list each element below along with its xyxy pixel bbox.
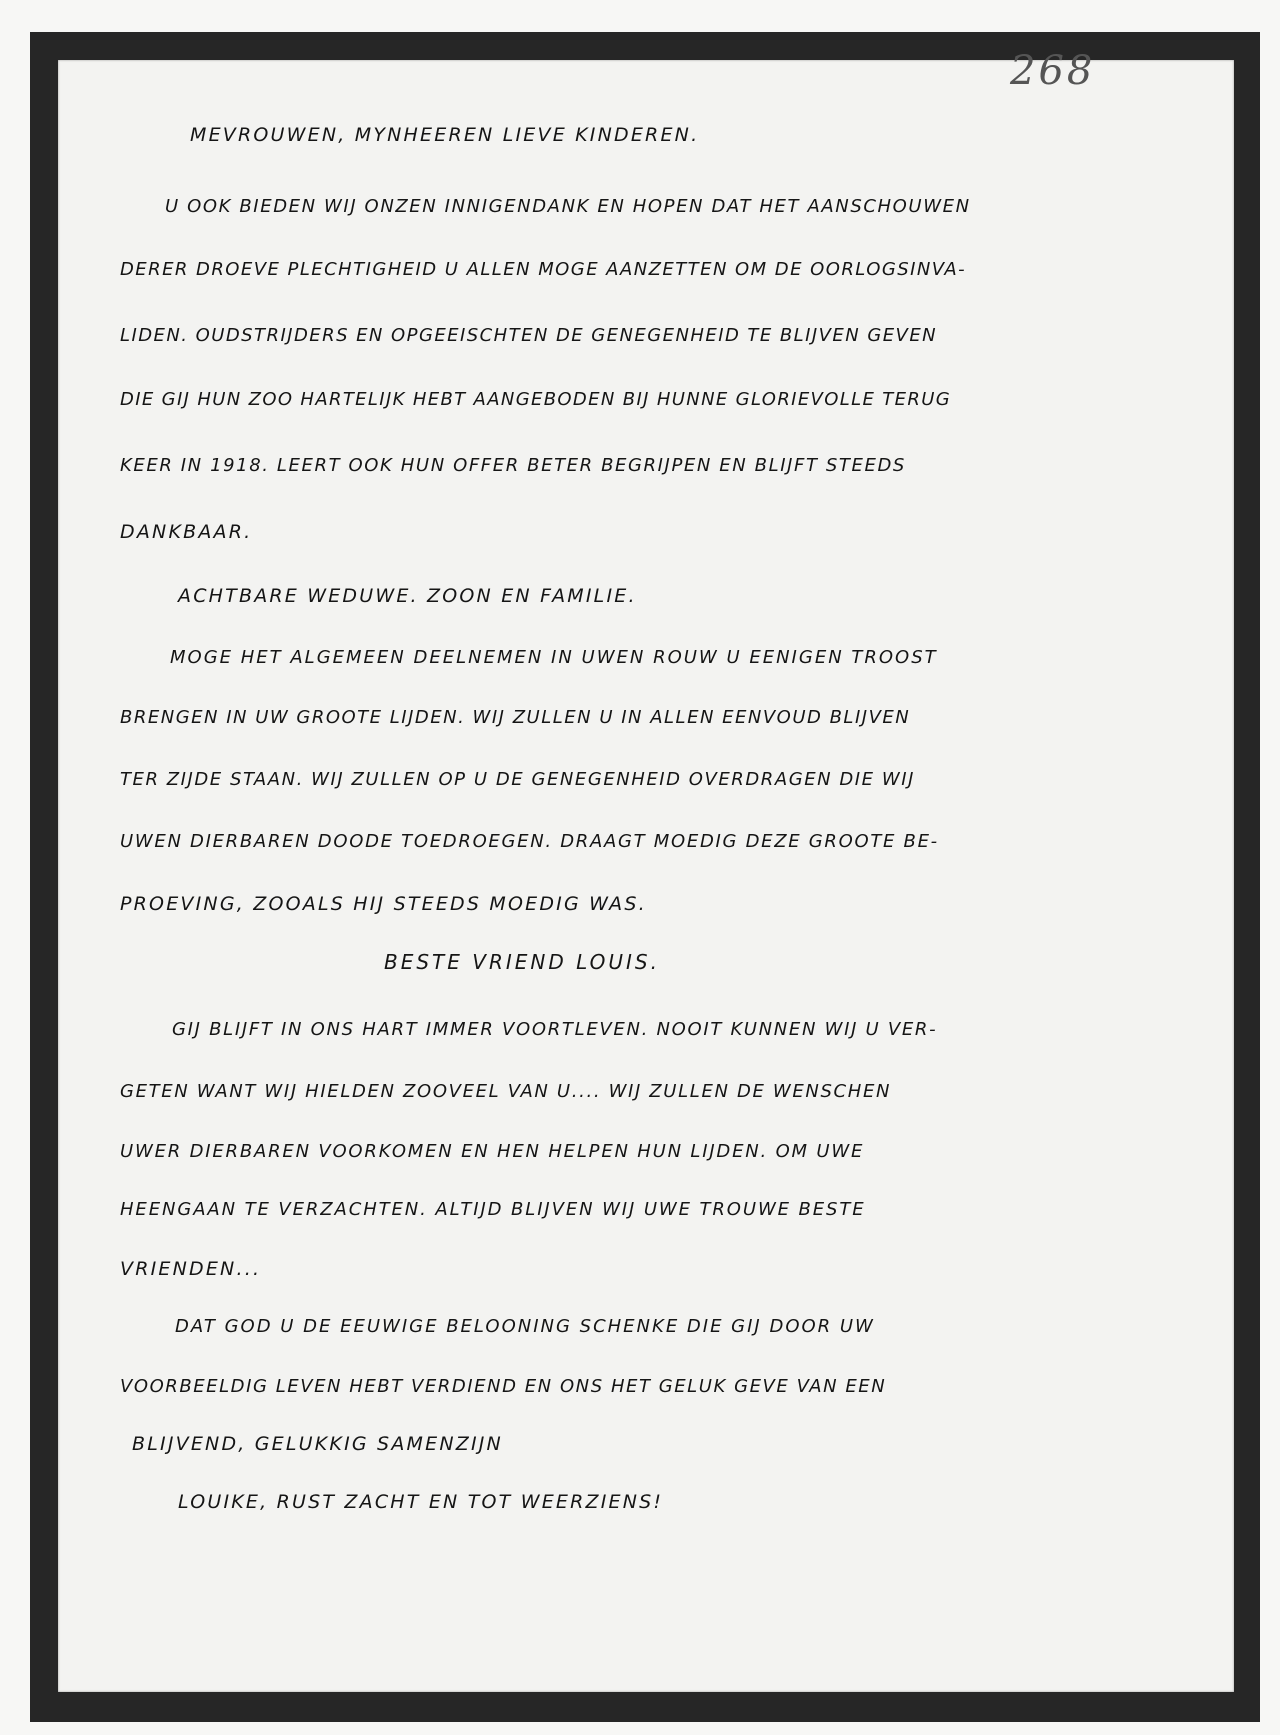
- text-line: KEER IN 1918. LEERT OOK HUN OFFER BETER BEGRIJPEN EN BLIJFT STEEDS: [120, 455, 906, 476]
- text-line: HEENGAAN TE VERZACHTEN. ALTIJD BLIJVEN WIJ UWE TROUWE BESTE: [120, 1199, 866, 1220]
- text-line: UWER DIERBAREN VOORKOMEN EN HEN HELPEN HUN LIJDEN. OM UWE: [120, 1141, 865, 1162]
- text-line: BLIJVEND, GELUKKIG SAMENZIJN: [132, 1433, 503, 1455]
- text-line: DERER DROEVE PLECHTIGHEID U ALLEN MOGE AANZETTEN OM DE OORLOGSINVA-: [120, 259, 967, 280]
- text-line: DAT GOD U DE EEUWIGE BELOONING SCHENKE DIE GIJ DOOR UW: [175, 1316, 875, 1337]
- text-line: MEVROUWEN, MYNHEEREN LIEVE KINDEREN.: [190, 124, 700, 146]
- text-line: VRIENDEN...: [120, 1258, 262, 1280]
- text-line: PROEVING, ZOOALS HIJ STEEDS MOEDIG WAS.: [120, 893, 647, 915]
- text-line: GIJ BLIJFT IN ONS HART IMMER VOORTLEVEN. NOOIT KUNNEN WIJ U VER-: [172, 1019, 938, 1040]
- text-line: BRENGEN IN UW GROOTE LIJDEN. WIJ ZULLEN U IN ALLEN EENVOUD BLIJVEN: [120, 707, 911, 728]
- text-line: LIDEN. OUDSTRIJDERS EN OPGEEISCHTEN DE GENEGENHEID TE BLIJVEN GEVEN: [120, 325, 938, 346]
- text-line: ACHTBARE WEDUWE. ZOON EN FAMILIE.: [178, 585, 637, 607]
- text-line: DIE GIJ HUN ZOO HARTELIJK HEBT AANGEBODEN BIJ HUNNE GLORIEVOLLE TERUG: [120, 389, 952, 410]
- text-line-salutation: BESTE VRIEND LOUIS.: [384, 950, 660, 974]
- text-line: VOORBEELDIG LEVEN HEBT VERDIEND EN ONS HET GELUK GEVE VAN EEN: [120, 1376, 887, 1397]
- text-line: GETEN WANT WIJ HIELDEN ZOOVEEL VAN U.... WIJ ZULLEN DE WENSCHEN: [120, 1081, 892, 1102]
- text-line: UWEN DIERBAREN DOODE TOEDROEGEN. DRAAGT MOEDIG DEZE GROOTE BE-: [120, 831, 939, 852]
- text-line: DANKBAAR.: [120, 521, 253, 543]
- text-line: U OOK BIEDEN WIJ ONZEN INNIGENDANK EN HOPEN DAT HET AANSCHOUWEN: [165, 196, 971, 217]
- text-line: TER ZIJDE STAAN. WIJ ZULLEN OP U DE GENEGENHEID OVERDRAGEN DIE WIJ: [120, 769, 915, 790]
- text-line-closing: LOUIKE, RUST ZACHT EN TOT WEERZIENS!: [178, 1491, 664, 1513]
- black-border-frame: [30, 32, 1260, 1722]
- text-line: MOGE HET ALGEMEEN DEELNEMEN IN UWEN ROUW U EENIGEN TROOST: [170, 647, 938, 668]
- page-number: 268: [1010, 48, 1096, 94]
